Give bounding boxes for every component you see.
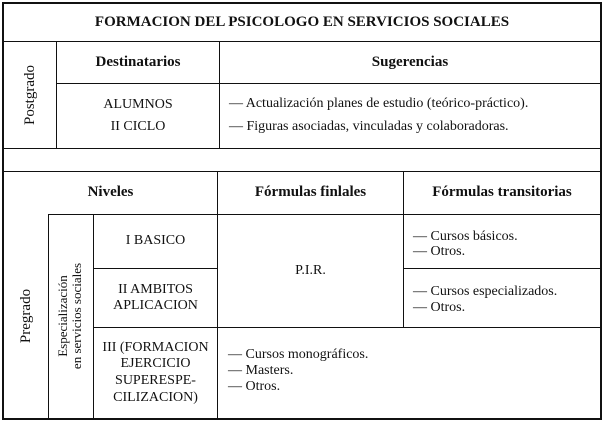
- transitoria-item: — Cursos especializados.: [413, 284, 558, 299]
- transitoria-item: — Cursos monográficos.: [228, 347, 369, 362]
- transitorias-monograficos: [228, 347, 448, 395]
- border-bottom: [2, 418, 602, 420]
- nivel-formacion-line: SUPERESPE-: [115, 373, 196, 388]
- transitoria-item: — Otros.: [413, 243, 466, 259]
- nivel-formacion-line: CILIZACION): [113, 389, 198, 405]
- table-title: FORMACION DEL PSICOLOGO EN SERVICIOS SOCIALES: [94, 13, 510, 30]
- transitoria-item: — Otros.: [413, 300, 466, 316]
- rule-postgrado-end: [2, 148, 602, 149]
- sugerencia-item: — Actualización planes de estudio (teórico-práctico).: [229, 96, 529, 111]
- nivel-basico: I BASICO: [125, 233, 186, 249]
- transitoria-item: — Otros.: [228, 379, 281, 395]
- transitorias-especializados: [413, 284, 598, 316]
- postgrado-label: Postgrado: [21, 65, 38, 125]
- header-formulas-transitorias: Fórmulas transitorias: [432, 184, 572, 201]
- nivel-ambitos-line-2: APLICACION: [113, 298, 198, 313]
- pregrado-label: Pregrado: [17, 288, 34, 344]
- sugerencias-list: [229, 95, 597, 135]
- transitorias-basicos: [413, 230, 598, 259]
- destinatarios-line-2: II CICLO: [110, 118, 166, 134]
- nivel-ambitos: [94, 269, 217, 327]
- header-sugerencias: Sugerencias: [371, 53, 449, 70]
- header-formulas-finales: Fórmulas finlales: [254, 184, 367, 201]
- sugerencia-item: — Figuras asociadas, vinculadas y colaboradoras.: [229, 118, 509, 134]
- especializacion-line-2: en servicios sociales: [69, 262, 84, 370]
- destinatarios-alumnos: [57, 84, 219, 148]
- header-destinatarios: Destinatarios: [95, 53, 181, 70]
- formula-pir: P.I.R.: [295, 262, 326, 278]
- nivel-formacion-line: III (FORMACION: [102, 339, 209, 355]
- especializacion-line-1: Especialización: [54, 275, 70, 357]
- destinatarios-line-1: ALUMNOS: [103, 97, 173, 113]
- transitoria-item: — Cursos básicos.: [413, 229, 518, 244]
- header-niveles: Niveles: [87, 184, 134, 201]
- nivel-ambitos-line-1: II AMBITOS: [118, 281, 193, 297]
- transitoria-item: — Masters.: [228, 363, 294, 379]
- nivel-formacion: [94, 328, 217, 418]
- nivel-formacion-line: EJERCICIO: [120, 356, 191, 372]
- rule-trans-1: [403, 268, 602, 269]
- especializacion-label: [48, 216, 92, 416]
- border-right: [600, 2, 602, 420]
